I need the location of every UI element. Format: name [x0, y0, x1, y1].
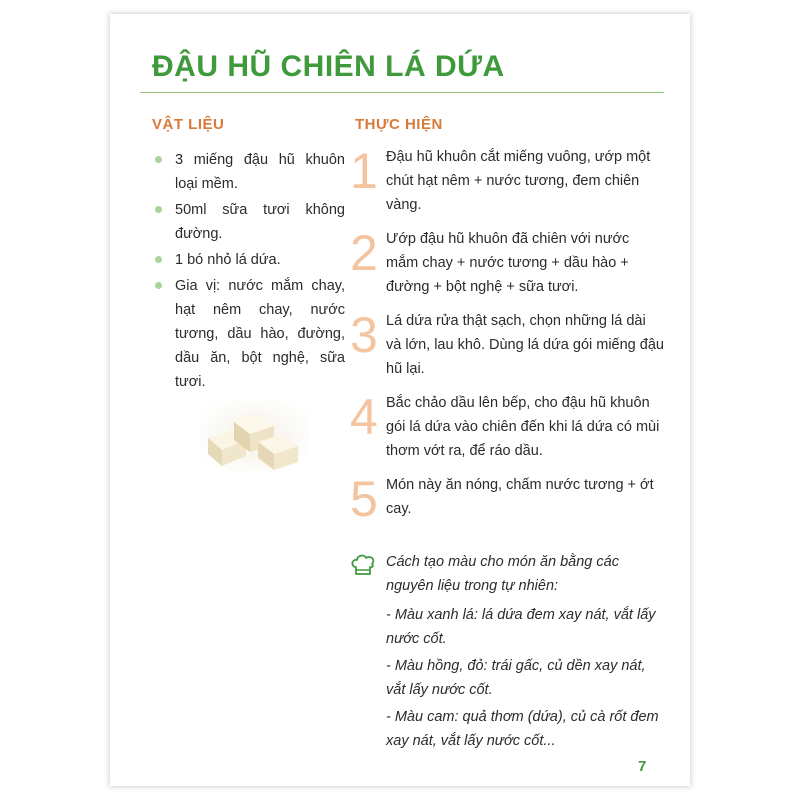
ingredients-list [155, 148, 345, 396]
tip-list [386, 603, 664, 756]
list-item: - Màu hồng, đỏ: trái gấc, củ dền xay nát, vắt lấy nước cốt. [386, 658, 646, 698]
tofu-illustration [200, 400, 310, 472]
list-item: - Màu xanh lá: lá dứa đem xay nát, vắt lấy nước cốt. [386, 607, 656, 647]
bullet-icon [155, 282, 162, 289]
list-item: 1 bó nhỏ lá dứa. [155, 248, 345, 272]
step-number: 4 [350, 389, 378, 445]
step-item [350, 473, 660, 555]
step-text: Lá dứa rửa thật sạch, chọn những lá dài và lớn, lau khô. Dùng lá dứa gói miếng đậu hũ lại. [386, 313, 664, 377]
list-item: 50ml sữa tươi không đường. [155, 198, 345, 246]
step-text: Bắc chảo dầu lên bếp, cho đậu hũ khuôn gói lá dứa vào chiên đến khi lá dứa có mùi thơm vớt ra, để ráo dầu. [386, 395, 660, 459]
step-item [350, 391, 660, 473]
step-text: Món này ăn nóng, chấm nước tương + ớt cay. [386, 477, 654, 517]
list-item: Gia vị: nước mắm chay, hạt nêm chay, nước tương, dầu hào, đường, dầu ăn, bột nghệ, sữa tươi. [155, 274, 345, 394]
step-number: 1 [350, 143, 378, 199]
bullet-icon [155, 156, 162, 163]
bullet-icon [155, 206, 162, 213]
method-steps [350, 143, 664, 555]
chef-hat-icon [350, 553, 376, 577]
step-item [350, 227, 660, 309]
step-number: 3 [350, 307, 378, 363]
step-number: 2 [350, 225, 378, 281]
method-heading: THỰC HIỆN [355, 116, 443, 133]
step-item [350, 307, 664, 391]
title-divider [140, 92, 664, 93]
step-text: Đậu hũ khuôn cắt miếng vuông, ướp một chút hạt nêm + nước tương, đem chiên vàng. [386, 149, 651, 213]
step-item [350, 145, 660, 227]
page-number: 7 [638, 758, 647, 775]
list-item: 3 miếng đậu hũ khuôn loại mềm. [155, 148, 345, 196]
ingredients-heading: VẬT LIỆU [152, 116, 225, 133]
recipe-title: ĐẬU HŨ CHIÊN LÁ DỨA [152, 50, 505, 83]
bullet-icon [155, 256, 162, 263]
list-item: - Màu cam: quả thơm (dứa), củ cà rốt đem xay nát, vắt lấy nước cốt... [386, 709, 659, 749]
tip-intro: Cách tạo màu cho món ăn bằng các nguyên liệu trong tự nhiên: [386, 554, 619, 594]
step-number: 5 [350, 471, 378, 527]
step-text: Ướp đậu hũ khuôn đã chiên với nước mắm chay + nước tương + dầu hào + đường + bột nghệ + sữa tươi. [386, 231, 630, 295]
